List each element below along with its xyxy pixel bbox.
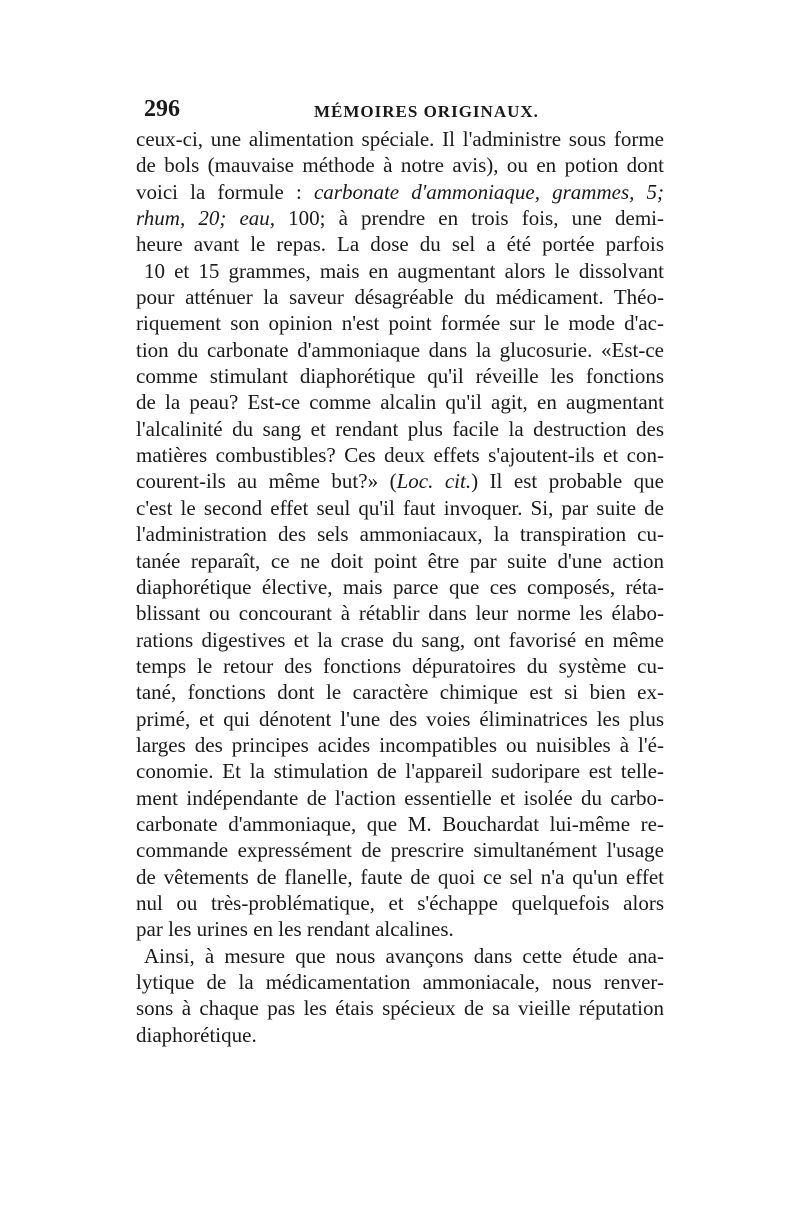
text-line: comme stimulant diaphorétique qu'il réveille les fonctions: [136, 364, 664, 389]
text-line: primé, et qui dénotent l'une des voies éliminatrices les plus: [136, 706, 664, 731]
text-line: de bols (mauvaise méthode à notre avis), ou en potion dont: [136, 153, 664, 178]
body-text: [136, 126, 664, 1048]
text-line: l'administration des sels ammoniacaux, la transpiration cu-: [136, 522, 664, 547]
page-number: 296: [144, 96, 180, 122]
text-line: diaphorétique élective, mais parce que ces composés, réta-: [136, 574, 664, 599]
text-line: c'est le second effet seul qu'il faut invoquer. Si, par suite de: [136, 495, 664, 520]
text-line: diaphorétique.: [136, 1022, 257, 1047]
text-line-formula: [136, 179, 664, 205]
text-line-citation: [136, 468, 664, 494]
text-line: matières combustibles? Ces deux effets s'ajoutent-ils et con-: [136, 443, 664, 468]
page-header: [144, 96, 664, 124]
italic-span: rhum, 20; eau,: [136, 206, 276, 231]
text-line: conomie. Et la stimulation de l'appareil sudoripare est telle-: [136, 759, 664, 784]
text-line: nul ou très-problématique, et s'échappe quelquefois alors: [136, 890, 664, 915]
text-line: 10 et 15 grammes, mais en augmentant alors le dissolvant: [144, 258, 664, 283]
text-line: temps le retour des fonctions dépuratoires du système cu-: [136, 653, 664, 678]
text-line: commande expressément de prescrire simultanément l'usage: [136, 838, 664, 863]
running-title: MÉMOIRES ORIGINAUX.: [314, 102, 539, 121]
text-line: ceux-ci, une alimentation spéciale. Il l'administre sous forme: [136, 127, 664, 151]
text-span: ) Il est probable que: [471, 469, 664, 494]
text-line-formula: [136, 205, 664, 231]
italic-span: Loc. cit.: [396, 469, 472, 494]
text-line: Ainsi, à mesure que nous avançons dans cette étude ana-: [144, 943, 664, 968]
text-line: blissant ou concourant à rétablir dans leur norme les élabo-: [136, 601, 664, 626]
text-line: lytique de la médicamentation ammoniacale, nous renver-: [136, 970, 664, 994]
text-line: tané, fonctions dont le caractère chimique est si bien ex-: [136, 680, 664, 705]
text-span: courent-ils au même but?» (: [136, 469, 397, 494]
text-line: l'alcalinité du sang et rendant plus facile la destruction des: [136, 416, 664, 441]
text-line: pour atténuer la saveur désagréable du médicament. Théo-: [136, 285, 664, 310]
text-line: tanée reparaît, ce ne doit point être par suite d'une action: [136, 548, 664, 573]
text-span: 100; à prendre en trois fois, une demi-: [275, 206, 664, 231]
text-line: de vêtements de flanelle, faute de quoi ce sel n'a qu'un effet: [136, 864, 664, 889]
text-line: heure avant le repas. La dose du sel a été portée parfois: [136, 232, 664, 257]
text-line: par les urines en les rendant alcalines.: [136, 917, 454, 942]
italic-span: carbonate d'ammoniaque, grammes, 5;: [313, 179, 664, 204]
text-line: de la peau? Est-ce comme alcalin qu'il agit, en augmentant: [136, 390, 664, 415]
text-line: carbonate d'ammoniaque, que M. Bouchardat lui-même re-: [136, 811, 664, 836]
text-line: larges des principes acides incompatibles ou nuisibles à l'é-: [136, 732, 664, 757]
text-line: sons à chaque pas les étais spécieux de sa vieille réputation: [136, 996, 664, 1021]
text-span: voici la formule :: [136, 179, 314, 204]
text-line: rations digestives et la crase du sang, ont favorisé en même: [136, 627, 664, 652]
text-line: tion du carbonate d'ammoniaque dans la glucosurie. «Est-ce: [136, 337, 664, 362]
text-line: ment indépendante de l'action essentielle et isolée du carbo-: [136, 785, 664, 810]
text-line: riquement son opinion n'est point formée sur le mode d'ac-: [136, 311, 664, 336]
